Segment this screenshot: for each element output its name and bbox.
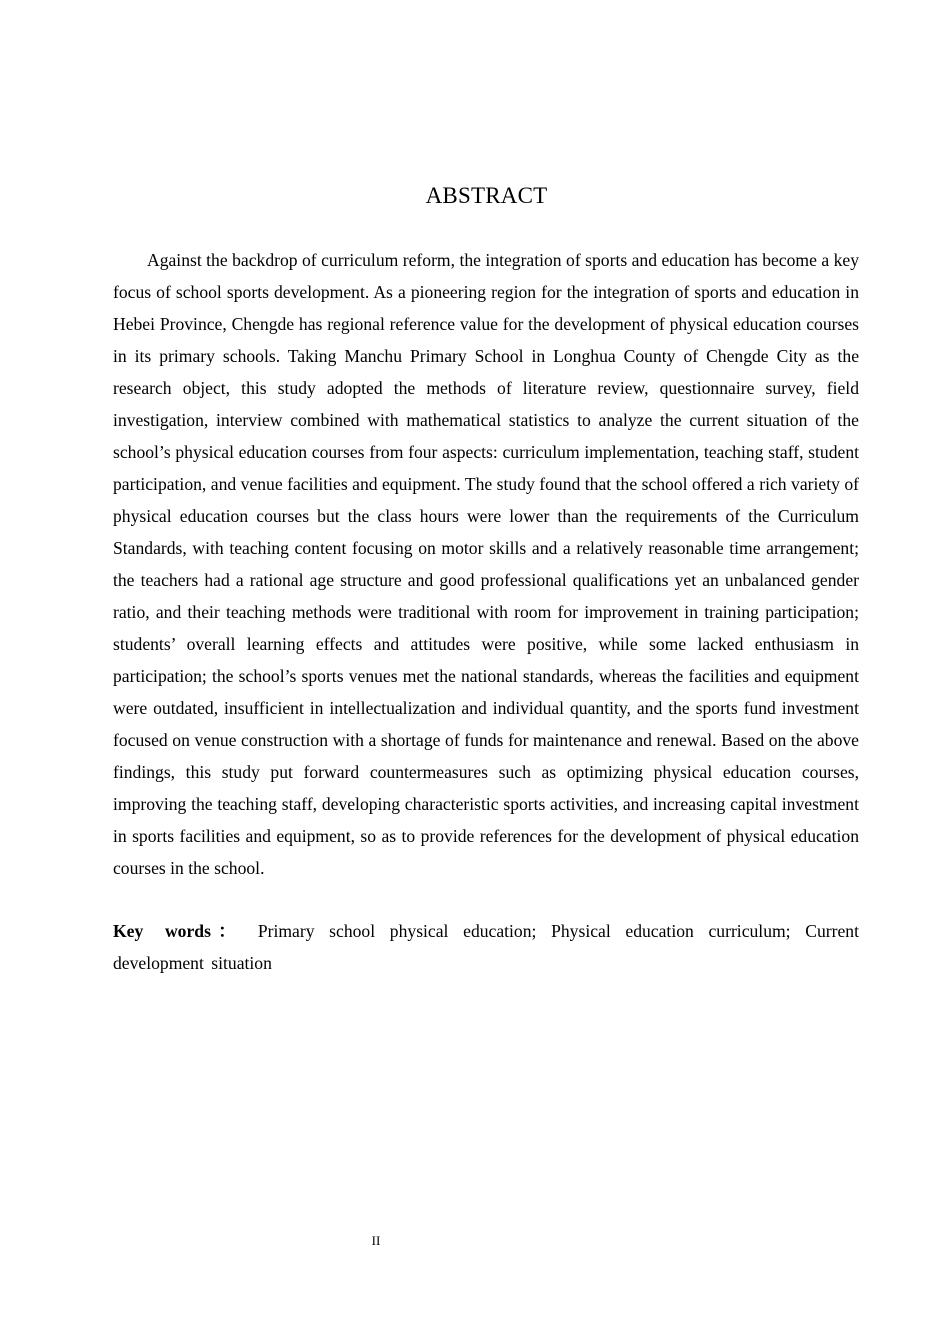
page-number: II [371,1233,381,1248]
abstract-body: Against the backdrop of curriculum reform, the integration of sports and education has become a key focus of school sports development. As a pioneering region for the integration of sports and education in Hebei Province, Chengde has regional reference value for the development of physical education courses in its primary schools. Taking Manchu Primary School in Longhua County of Chengde City as the research object, this study adopted the methods of literature review, questionnaire survey, field investigation, interview combined with mathematical statistics to analyze the current situation of the school’s physical education courses from four aspects: curriculum implementation, teaching staff, student participation, and venue facilities and equipment. The study found that the school offered a rich variety of physical education courses but the class hours were lower than the requirements of the Curriculum Standards, with teaching content focusing on motor skills and a relatively reasonable time arrangement; the teachers had a rational age structure and good professional qualifications yet an unbalanced gender ratio, and their teaching methods were traditional with room for improvement in training participation; students’ overall learning effects and attitudes were positive, while some lacked enthusiasm in participation; the school’s sports venues met the national standards, whereas the facilities and equipment were outdated, insufficient in intellectualization and individual quantity, and the sports fund investment focused on venue construction with a shortage of funds for maintenance and renewal. Based on the above findings, this study put forward countermeasures such as optimizing physical education courses, improving the teaching staff, developing characteristic sports activities, and increasing capital investment in sports facilities and equipment, so as to provide references for the development of physical education courses in the school. [113,250,859,878]
abstract-title: ABSTRACT [425,183,548,208]
keywords-paragraph [113,915,859,979]
keywords-text: Primary school physical education; Physical education curriculum; Current development situation [113,921,859,973]
keywords-label: Key words： [113,921,244,941]
